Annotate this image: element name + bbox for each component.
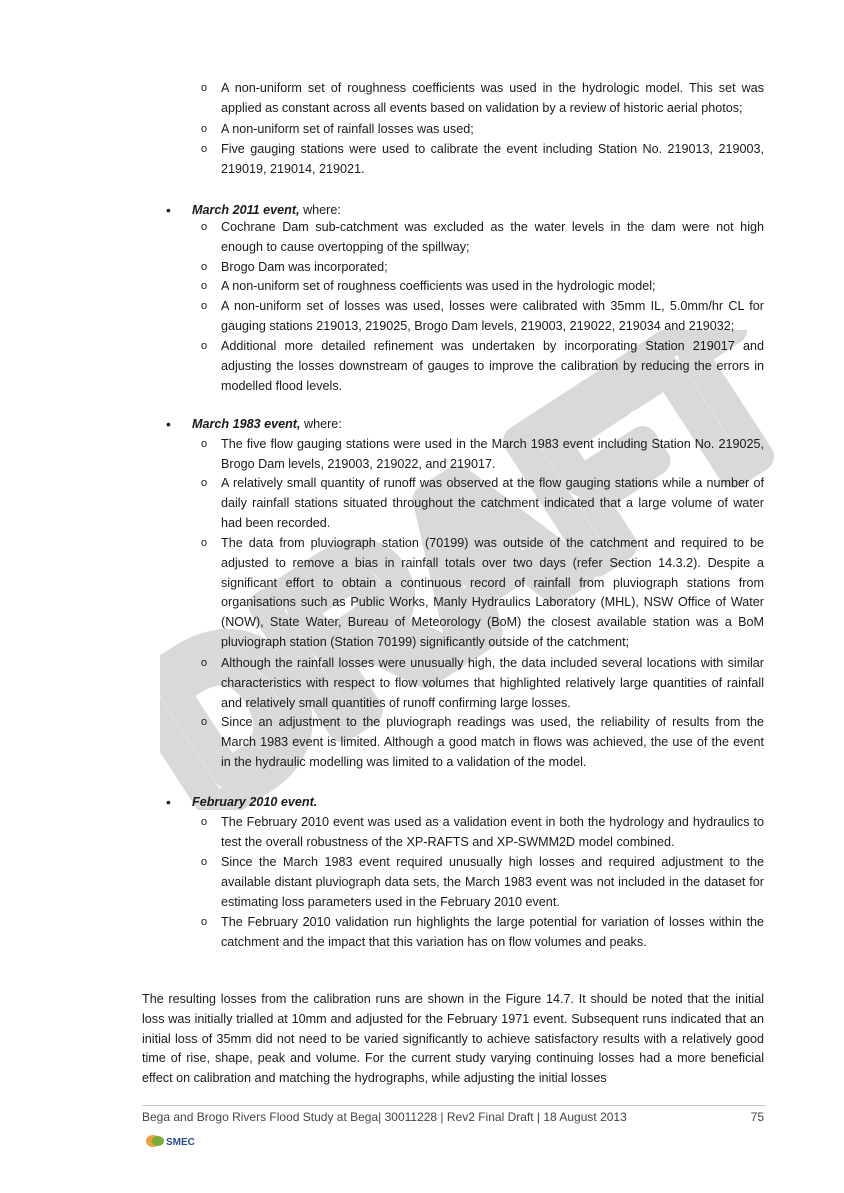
- bullet-icon: •: [166, 416, 171, 432]
- sub-bullet-icon: o: [201, 856, 208, 868]
- list-item: [201, 474, 764, 533]
- list-item-text: Additional more detailed refinement was undertaken by incorporating Station 219017 and adjusting the losses downstream of gauges to improve the calibration by reducing the errors in modelled flood levels.: [221, 339, 764, 393]
- list-item: [201, 140, 764, 180]
- list-item-text: Brogo Dam was incorporated;: [221, 260, 388, 274]
- bullet-icon: •: [166, 794, 171, 810]
- sub-bullet-icon: o: [201, 477, 208, 489]
- svg-text:SMEC: SMEC: [166, 1137, 195, 1148]
- list-item: [201, 813, 764, 853]
- sub-bullet-icon: o: [201, 300, 208, 312]
- event-heading: March 2011 event,: [192, 203, 300, 217]
- sub-bullet-icon: o: [201, 143, 208, 155]
- list-item: [201, 853, 764, 912]
- list-item-text: The February 2010 validation run highlights the large potential for variation of losses within the catchment and the impact that this variation has on flow volumes and peaks.: [221, 915, 764, 949]
- list-item: [201, 297, 764, 337]
- smec-logo: [145, 1131, 209, 1149]
- list-item-text: Although the rainfall losses were unusually high, the data included several locations with similar characteristics with respect to flow volumes that highlighted relatively large quantities of rainfall and relatively small quantities of runoff confirming large losses.: [221, 656, 764, 710]
- sub-bullet-icon: o: [201, 716, 208, 728]
- list-item-text: The data from pluviograph station (70199) was outside of the catchment and required to be adjusted to remove a bias in rainfall totals over two days (refer Section 14.3.2). Despite a significant effort to obtain a continuous record of rainfall from pluviograph stations from organisations such as Public Works, Manly Hydraulics Laboratory (MHL), NSW Office of Water (NOW), State Water, Bureau of Meteorology (BoM) the closest available station was a BoM pluviograph station (Station 70199) significantly outside of the catchment;: [221, 536, 764, 649]
- sub-bullet-icon: o: [201, 916, 208, 928]
- sub-bullet-icon: o: [201, 438, 208, 450]
- list-item: [201, 218, 764, 258]
- section-bullet-february-2010: [166, 793, 318, 813]
- page-number: 75: [750, 1110, 764, 1124]
- list-item-text: The February 2010 event was used as a validation event in both the hydrology and hydraulics to test the overall robustness of the XP-RAFTS and XP-SWMM2D model combined.: [221, 815, 764, 849]
- body-paragraph: The resulting losses from the calibration runs are shown in the Figure 14.7. It should be noted that the initial loss was initially trialled at 10mm and adjusted for the February 1971 event. Subsequent runs indicated that an initial loss of 35mm did not need to be varied significantly to achieve satisfactory results with a relatively good time of rise, shape, peak and volume. For the current study varying continuing losses had a more beneficial effect on calibration and matching the hydrographs, while adjusting the initial losses: [142, 992, 764, 1086]
- list-item-text: The five flow gauging stations were used in the March 1983 event including Station No. 219025, Brogo Dam levels, 219003, 219022, and 219017.: [221, 437, 764, 471]
- list-item: [201, 258, 764, 278]
- page-footer: [142, 1110, 764, 1124]
- list-item: [201, 534, 764, 653]
- event-heading-suffix: where:: [299, 203, 341, 217]
- list-item: [201, 120, 764, 140]
- list-item: [201, 435, 764, 475]
- footer-divider: [142, 1105, 766, 1106]
- smec-logo-icon: [145, 1131, 209, 1149]
- list-item: [201, 654, 764, 713]
- list-item: [201, 337, 764, 396]
- list-item-text: Since an adjustment to the pluviograph readings was used, the reliability of results from the March 1983 event is limited. Although a good match in flows was achieved, the use of the event in the hydraulic modelling was limited to a validation of the model.: [221, 715, 764, 769]
- sub-bullet-icon: o: [201, 340, 208, 352]
- list-item-text: A non-uniform set of losses was used, losses were calibrated with 35mm IL, 5.0mm/hr CL for gauging stations 219013, 219025, Brogo Dam levels, 219003, 219022, 219034 and 219032;: [221, 299, 764, 333]
- sub-bullet-icon: o: [201, 221, 208, 233]
- bullet-icon: •: [166, 202, 171, 218]
- sub-bullet-icon: o: [201, 657, 208, 669]
- event-heading: February 2010 event.: [192, 795, 318, 809]
- event-heading: March 1983 event,: [192, 417, 301, 431]
- sub-bullet-icon: o: [201, 123, 208, 135]
- list-item: [201, 713, 764, 772]
- sub-bullet-icon: o: [201, 816, 208, 828]
- list-item: [201, 79, 764, 119]
- list-item-text: A non-uniform set of rainfall losses was used;: [221, 122, 474, 136]
- section-bullet-march-1983: [166, 415, 342, 435]
- sub-bullet-icon: o: [201, 82, 208, 94]
- event-heading-suffix: where:: [300, 417, 342, 431]
- list-item-text: Five gauging stations were used to calibrate the event including Station No. 219013, 219003, 219019, 219014, 219021.: [221, 142, 764, 176]
- list-item-text: Cochrane Dam sub-catchment was excluded as the water levels in the dam were not high enough to cause overtopping of the spillway;: [221, 220, 764, 254]
- sub-bullet-icon: o: [201, 261, 208, 273]
- list-item: [201, 913, 764, 953]
- footer-text: Bega and Brogo Rivers Flood Study at Bega| 30011228 | Rev2 Final Draft | 18 August 2013: [142, 1110, 627, 1124]
- list-item-text: A relatively small quantity of runoff was observed at the flow gauging stations while a number of daily rainfall stations situated throughout the catchment indicated that a large volume of water had been recorded.: [221, 476, 764, 530]
- list-item: [201, 277, 764, 297]
- sub-bullet-icon: o: [201, 280, 208, 292]
- list-item-text: A non-uniform set of roughness coefficients was used in the hydrologic model;: [221, 279, 656, 293]
- list-item-text: A non-uniform set of roughness coefficients was used in the hydrologic model. This set was applied as constant across all events based on validation by a review of historic aerial photos;: [221, 81, 764, 115]
- list-item-text: Since the March 1983 event required unusually high losses and required adjustment to the available distant pluviograph data sets, the March 1983 event was not included in the dataset for estimating loss parameters used in the February 2010 event.: [221, 855, 764, 909]
- sub-bullet-icon: o: [201, 537, 208, 549]
- watermark-text: DRAFT: [160, 330, 800, 810]
